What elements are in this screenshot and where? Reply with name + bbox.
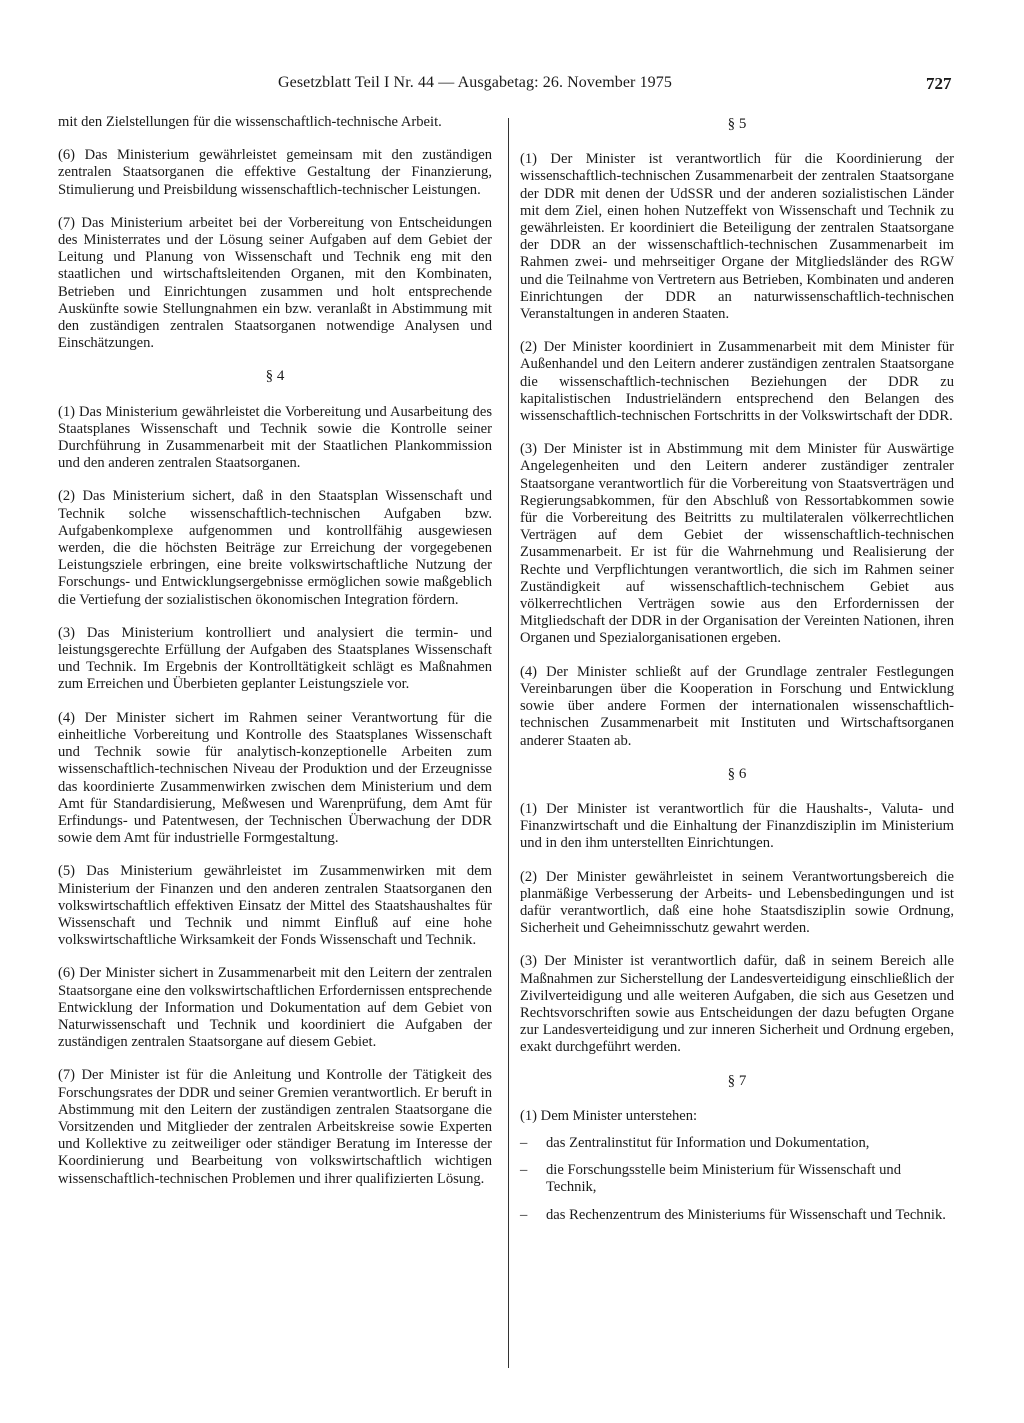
paragraph-4-3: (3) Das Ministerium kontrolliert und analysiert die termin- und leistungsgerechte Erfüllung der Aufgaben des Staatsplanes Wissenschaft und Technik. Im Ergebnis der Kontrolltätigkeit schlägt es Maßnahmen zum Erreichen und Überbieten geplanter Leistungsziele vor. — [58, 624, 492, 693]
paragraph-7-1-intro: (1) Dem Minister unterstehen: — [520, 1107, 698, 1124]
paragraph-6-3: (3) Der Minister ist verantwortlich dafür, daß in seinem Bereich alle Maßnahmen zur Sicherstellung der Landesverteidigung einschließlich der Zivilverteidigung und alle weiteren Aufgaben, die sich aus Gesetzen und Rechtsvorschriften sowie aus Entscheidungen der dazu befugten Organe zur Landesverteidigung und zur inneren Sicherheit und Ordnung ergeben, exakt durchgeführt werden. — [520, 953, 954, 1056]
paragraph-5-1: (1) Der Minister ist verantwortlich für die Koordinierung der wissenschaftlich-technischen Zusammenarbeit der zentralen Staatsorgane der DDR mit denen der UdSSR und der anderen sozialistischen Länder mit dem Ziel, einen hohen Nutzeffekt von Wissenschaft und Technik zu gewährleisten. Er koordiniert die Beteiligung der zentralen Staatsorgane der DDR an der wissenschaftlich-technischen Zusammenarbeit im Rahmen zwei- und mehrseitiger Organe der Mitgliedsländer des RGW und die Teilnahme von Vertretern aus Betrieben, Kombinaten und anderen Einrichtungen der DDR an naturwissenschaftlich-technischen Veranstaltungen in anderen Staaten. — [520, 151, 954, 323]
left-column — [58, 114, 492, 1204]
page-header — [0, 74, 1024, 98]
paragraph-4-4: (4) Der Minister sichert im Rahmen seiner Verantwortung für die einheitliche Vorbereitung und Kontrolle des Staatsplanes Wissenschaft und Technik sowie für analytisch-konzeptionelle Arbeiten zum wissenschaftlich-technischen Niveau der Produktion und der Erzeugnisse das koordinierte Zusammenwirken zwischen dem Ministerium und dem Amt für Standardisierung, Meßwesen und Warenprüfung, dem Amt für Erfindungs- und Patentwesen, der Technischen Überwachung der DDR sowie dem Amt für industrielle Formgestaltung. — [58, 709, 492, 847]
paragraph-3-7: (7) Das Ministerium arbeitet bei der Vorbereitung von Entscheidungen des Ministerrates und der Lösung seiner Aufgaben auf dem Gebiet der Leitung und Planung von Wissenschaft und Technik eng mit den staatlichen und wirtschaftsleitenden Organen, mit den Kombinaten, Betrieben und Einrichtungen zusammen und holt entsprechende Auskünfte sowie Stellungnahmen ein bzw. veranlaßt in Abstimmung mit den zuständigen zentralen Staatsorganen notwendige Analysen und Einschätzungen. — [58, 214, 492, 352]
paragraph-6-1: (1) Der Minister ist verantwortlich für die Haushalts-, Valuta- und Finanzwirtschaft und die Einhaltung der Finanzdisziplin im Ministerium und in den ihm unterstellten Einrichtungen. — [520, 800, 954, 852]
paragraph-4-1: (1) Das Ministerium gewährleistet die Vorbereitung und Ausarbeitung des Staatsplanes Wissenschaft und Technik sowie die Kontrolle seiner Durchführung in Zusammenarbeit mit der Staatlichen Plankommission und den anderen zentralen Staatsorganen. — [58, 403, 492, 472]
paragraph-4-5: (5) Das Ministerium gewährleistet im Zusammenwirken mit dem Ministerium der Finanzen und den anderen zentralen Staatsorganen den volkswirtschaftlich effektiven Einsatz der Mittel des Staatshaushaltes für Wissenschaft und Technik und nimmt Einfluß auf eine hohe volkswirtschaftliche Wirksamkeit der Fonds Wissenschaft und Technik. — [58, 863, 492, 949]
section-heading-5: § 5 — [727, 116, 747, 132]
paragraph-4-6: (6) Der Minister sichert in Zusammenarbeit mit den Leitern der zentralen Staatsorgane eine den volkswirtschaftlichen Erfordernissen entsprechende Entwicklung der Information und Dokumentation auf dem Gebiet von Naturwissenschaft und Technik und koordiniert die Aufgaben der zuständigen zentralen Staatsorgane auf diesem Gebiet. — [58, 965, 492, 1051]
paragraph-5-4: (4) Der Minister schließt auf der Grundlage zentraler Festlegungen Vereinbarungen über die Kooperation in Forschung und Entwicklung sowie über andere Formen der internationalen wissenschaftlich-technischen Zusammenarbeit mit Instituten und Wirtschaftsorganen anderer Staaten ab. — [520, 663, 954, 749]
list-item: – das Rechenzentrum des Ministeriums für Wissenschaft und Technik. — [520, 1207, 954, 1224]
paragraph-4-2: (2) Das Ministerium sichert, daß in den Staatsplan Wissenschaft und Technik solche wissenschaftlich-technischen Aufgaben bzw. Aufgabenkomplexe aufgenommen und kontrollfähig ausgewiesen werden, die die höchsten Beiträge zur Erreichung der vorgegebenen Leistungsziele erbringen, eine breite volkswirtschaftliche Nutzung der Forschungs- und Entwicklungsergebnisse ermöglichen sowie maßgeblich die Vertiefung der sozialistischen ökonomischen Integration fördern. — [58, 488, 492, 608]
right-column — [520, 114, 954, 1234]
header-title: Gesetzblatt Teil I Nr. 44 — Ausgabetag: 26. November 1975 — [278, 74, 672, 91]
paragraph-3-6: (6) Das Ministerium gewährleistet gemeinsam mit den zuständigen zentralen Staatsorganen die effektive Gestaltung der Finanzierung, Stimulierung und Preisbildung wissenschaftlich-technischer Leistungen. — [58, 147, 492, 198]
list-item: – die Forschungsstelle beim Ministerium für Wissenschaft und Technik, — [520, 1162, 954, 1196]
section-heading-7: § 7 — [727, 1072, 747, 1089]
subordinate-institutions-list — [520, 1135, 954, 1224]
page-number: 727 — [926, 74, 952, 93]
section-heading-4: § 4 — [265, 368, 285, 385]
column-divider — [508, 118, 509, 1368]
paragraph-5-2: (2) Der Minister koordiniert in Zusammenarbeit mit dem Minister für Außenhandel und den Leitern anderer zuständigen zentralen Staatsorgane die wissenschaftlich-technischen Beziehungen der DDR zu kapitalistischen Industrieländern entsprechend den Belangen des wissenschaftlich-technischen Fortschritts in der Volkswirtschaft der DDR. — [520, 339, 954, 425]
list-item: – das Zentralinstitut für Information und Dokumentation, — [520, 1135, 954, 1152]
paragraph-4-7: (7) Der Minister ist für die Anleitung und Kontrolle der Tätigkeit des Forschungsrates der DDR und seiner Gremien verantwortlich. Er beruft in Abstimmung mit den Leitern der zuständigen zentralen Staatsorgane die Vorsitzenden und Mitglieder der zentralen Arbeitskreise sowie Experten und Kollektive zu zeitweiliger oder ständiger Beratung im Interesse der Koordinierung und Bearbeitung von volkswirtschaftlich wichtigen wissenschaftlich-technischen Problemen und ihrer qualifizierten Lösung. — [58, 1067, 492, 1187]
paragraph-5-3: (3) Der Minister ist in Abstimmung mit dem Minister für Auswärtige Angelegenheiten und den Leitern anderer zuständiger zentraler Staatsorgane verantwortlich für die Vorbereitung von Staatsverträgen und Regierungsabkommen, für den Abschluß von Ressortabkommen sowie für die Vorbereitung des Beitritts zu multilateralen völkerrechtlichen Verträgen auf dem Gebiet der wissenschaftlich-technischen Zusammenarbeit. Er ist für die Wahrnehmung und Realisierung der Rechte und Verpflichtungen verantwortlich, die sich im Rahmen seiner Zuständigkeit auf wissenschaftlich-technischem Gebiet aus völkerrechtlichen Verträgen sowie aus den Erfordernissen der Mitgliedschaft der DDR in der Organisation der Vereinten Nationen, ihren Organen und Spezialorganisationen ergeben. — [520, 441, 954, 647]
section-heading-6: § 6 — [727, 765, 747, 782]
paragraph-6-2: (2) Der Minister gewährleistet in seinem Verantwortungsbereich die planmäßige Verbesserung der Arbeits- und Lebensbedingungen und ist dafür verantwortlich, daß eine hohe Staatsdisziplin sowie Ordnung, Sicherheit und Geheimnisschutz gewahrt werden. — [520, 868, 954, 937]
paragraph-continued: mit den Zielstellungen für die wissenschaftlich-technische Arbeit. — [58, 114, 442, 130]
